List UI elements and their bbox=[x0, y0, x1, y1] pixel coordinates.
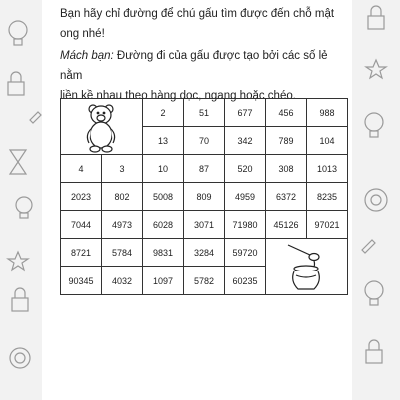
grid-cell: 809 bbox=[184, 183, 225, 211]
grid-cell: 60235 bbox=[225, 267, 266, 295]
grid-cell: 1013 bbox=[307, 155, 348, 183]
grid-cell: 87 bbox=[184, 155, 225, 183]
grid-cell: 802 bbox=[102, 183, 143, 211]
grid-cell: 3 bbox=[102, 155, 143, 183]
star-icon bbox=[366, 60, 386, 78]
grid-cell: 677 bbox=[225, 99, 266, 127]
hint-label: Mách bạn: bbox=[60, 50, 114, 62]
grid-cell: 3284 bbox=[184, 239, 225, 267]
lightbulb-icon bbox=[16, 197, 32, 218]
grid-cell: 2 bbox=[143, 99, 184, 127]
grid-cell: 5784 bbox=[102, 239, 143, 267]
lock-icon bbox=[366, 340, 382, 363]
grid-cell: 342 bbox=[225, 127, 266, 155]
bear-icon bbox=[61, 99, 143, 155]
lock-icon bbox=[8, 72, 24, 95]
grid-cell: 5008 bbox=[143, 183, 184, 211]
grid-cell: 51 bbox=[184, 99, 225, 127]
grid-row bbox=[61, 99, 348, 127]
star-icon bbox=[8, 252, 28, 270]
grid-cell: 70 bbox=[184, 127, 225, 155]
grid-cell: 59720 bbox=[225, 239, 266, 267]
lightbulb-icon bbox=[9, 21, 27, 45]
pencil-icon bbox=[30, 112, 41, 123]
grid-cell: 988 bbox=[307, 99, 348, 127]
grid-cell: 45126 bbox=[266, 211, 307, 239]
honey-goal-cell bbox=[266, 239, 348, 295]
grid-cell: 4032 bbox=[102, 267, 143, 295]
grid-cell: 5782 bbox=[184, 267, 225, 295]
grid-cell: 6372 bbox=[266, 183, 307, 211]
hint-text-1: Đường đi của gấu được tạo bởi các số lẻ nằm bbox=[60, 50, 328, 82]
bear-start-cell bbox=[61, 99, 143, 155]
hint-line-1 bbox=[60, 46, 350, 86]
grid-cell: 308 bbox=[266, 155, 307, 183]
grid-cell: 1097 bbox=[143, 267, 184, 295]
hint bbox=[60, 46, 350, 106]
instructions-line-1: Bạn hãy chỉ đường để chú gấu tìm được đến chỗ mật bbox=[60, 8, 335, 20]
grid-cell: 4 bbox=[61, 155, 102, 183]
lightbulb-icon bbox=[365, 113, 383, 137]
grid-cell: 456 bbox=[266, 99, 307, 127]
doodle-border-right bbox=[352, 0, 400, 400]
honey-dipper-icon bbox=[288, 245, 319, 267]
grid-cell: 4959 bbox=[225, 183, 266, 211]
grid-cell: 2023 bbox=[61, 183, 102, 211]
grid-cell: 9831 bbox=[143, 239, 184, 267]
grid-row bbox=[61, 239, 348, 267]
grid-cell: 71980 bbox=[225, 211, 266, 239]
instructions-line-2: ong nhé! bbox=[60, 28, 105, 40]
hint-line-2: liền kề nhau theo hàng dọc, ngang hoặc chéo. bbox=[60, 90, 296, 102]
grid-cell: 8721 bbox=[61, 239, 102, 267]
hourglass-icon bbox=[10, 150, 26, 174]
grid-cell: 10 bbox=[143, 155, 184, 183]
grid-cell: 4973 bbox=[102, 211, 143, 239]
grid-cell: 104 bbox=[307, 127, 348, 155]
grid-cell: 3071 bbox=[184, 211, 225, 239]
doodle-border-left bbox=[0, 0, 42, 400]
grid-cell: 90345 bbox=[61, 267, 102, 295]
grid-row bbox=[61, 155, 348, 183]
lock-icon bbox=[12, 288, 28, 311]
grid-row bbox=[61, 183, 348, 211]
target-icon bbox=[365, 189, 387, 211]
number-maze-grid bbox=[60, 98, 348, 295]
grid-cell: 6028 bbox=[143, 211, 184, 239]
grid-row bbox=[61, 211, 348, 239]
grid-cell: 8235 bbox=[307, 183, 348, 211]
pencil-icon bbox=[362, 240, 375, 253]
lightbulb-icon bbox=[365, 281, 383, 305]
grid-cell: 789 bbox=[266, 127, 307, 155]
grid-cell: 97021 bbox=[307, 211, 348, 239]
grid-cell: 7044 bbox=[61, 211, 102, 239]
target-icon bbox=[10, 348, 30, 368]
grid-cell: 13 bbox=[143, 127, 184, 155]
honey-pot-icon bbox=[293, 266, 320, 289]
instructions bbox=[60, 4, 350, 44]
lock-icon bbox=[368, 6, 384, 29]
grid-cell: 520 bbox=[225, 155, 266, 183]
